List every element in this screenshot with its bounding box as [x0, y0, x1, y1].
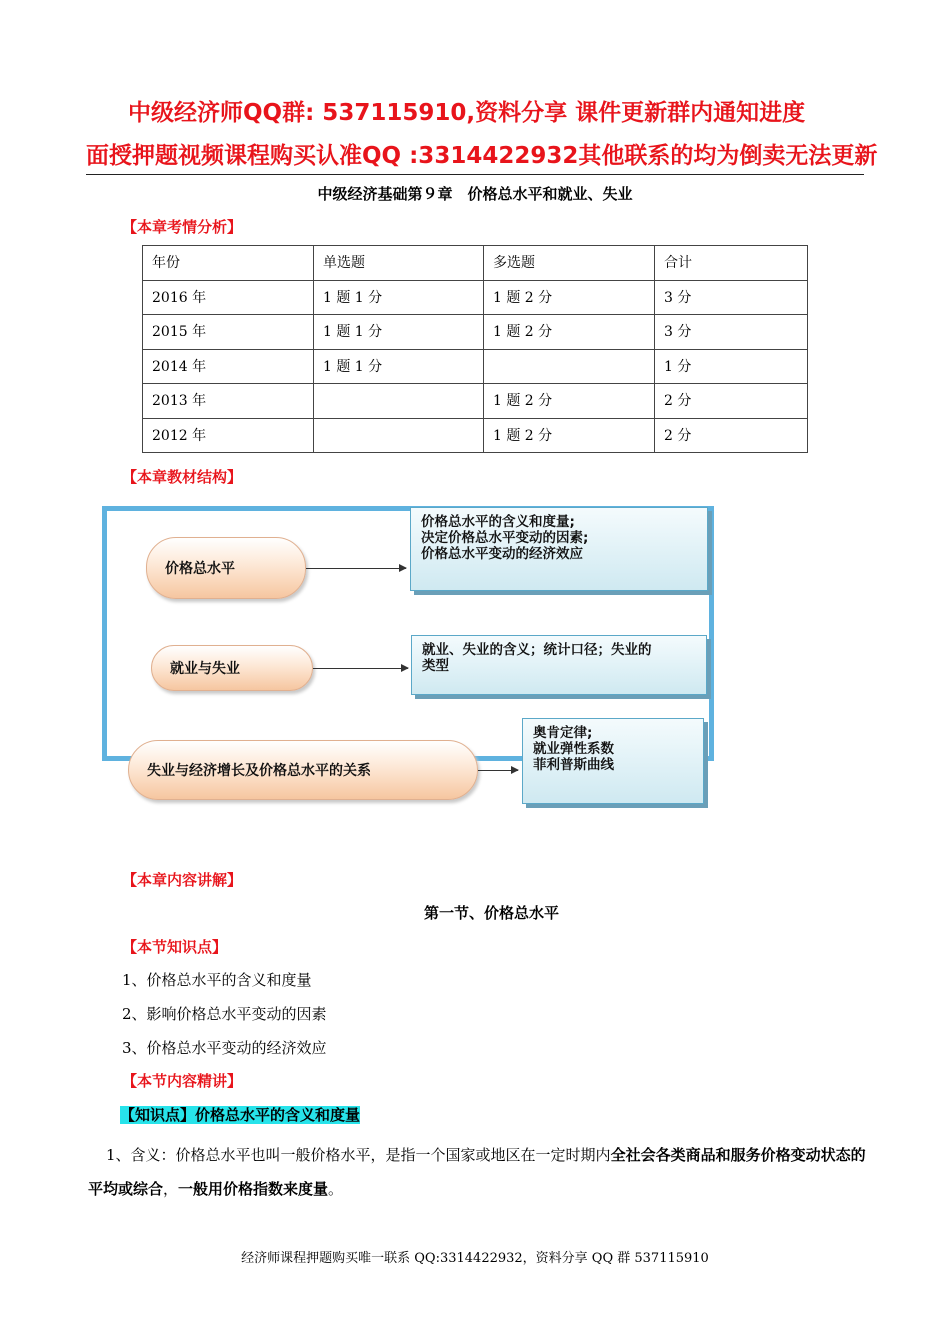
- table-cell: 2015 年: [143, 315, 314, 350]
- header-cell: 合计: [655, 246, 808, 281]
- table-cell: 2016 年: [143, 280, 314, 315]
- table-header-row: [143, 246, 808, 281]
- table-cell: 1 题 2 分: [484, 315, 655, 350]
- pill-price-level: 价格总水平: [146, 537, 306, 599]
- definition-bold-3: 一般用价格指数来度量: [178, 1180, 329, 1198]
- header-cell: 单选题: [314, 246, 484, 281]
- table-row: [143, 280, 808, 315]
- structure-tag: 【本章教材结构】: [122, 468, 243, 486]
- chapter-structure-diagram: [98, 500, 728, 820]
- table-row: [143, 349, 808, 384]
- table-cell: 1 题 1 分: [314, 280, 484, 315]
- box1-line: 价格总水平的含义和度量;: [421, 514, 575, 530]
- arrow-2: [313, 668, 408, 669]
- box-employment: [411, 635, 707, 695]
- definition-paragraph: [88, 1138, 866, 1206]
- arrow-1: [306, 568, 406, 569]
- table-cell: 3 分: [655, 280, 808, 315]
- definition-mid: ，: [163, 1180, 179, 1198]
- box3-line: 菲利普斯曲线: [533, 757, 614, 773]
- arrow-3: [478, 770, 518, 771]
- table-cell: 2 分: [655, 384, 808, 419]
- table-cell: [314, 418, 484, 453]
- table-cell: 1 题 2 分: [484, 280, 655, 315]
- pill-employment: 就业与失业: [151, 645, 313, 691]
- detail-tag: 【本节内容精讲】: [122, 1072, 243, 1090]
- definition-bold-1: 全社会各类商品和服务价: [610, 1146, 776, 1164]
- header-cell: 多选题: [484, 246, 655, 281]
- table-cell: 3 分: [655, 315, 808, 350]
- box2-line: 就业、失业的含义；统计口径；失业的: [422, 642, 652, 658]
- exam-table: [142, 245, 808, 453]
- box-price-level: [410, 507, 708, 591]
- knowledge-point-2: 2、影响价格总水平变动的因素: [122, 1005, 327, 1023]
- banner-line-1: 中级经济师QQ群: 537115910,资料分享 课件更新群内通知进度: [128, 100, 806, 126]
- box1-line: 决定价格总水平变动的因素;: [421, 530, 589, 546]
- table-row: [143, 315, 808, 350]
- box3-line: 就业弹性系数: [533, 741, 614, 757]
- document-title: 中级经济基础第９章 价格总水平和就业、失业: [317, 185, 633, 203]
- table-cell: 2012 年: [143, 418, 314, 453]
- section-1-title: 第一节、价格总水平: [423, 904, 559, 922]
- knowledge-point-1: 1、价格总水平的含义和度量: [122, 971, 312, 989]
- table-cell: [484, 349, 655, 384]
- table-cell: 2 分: [655, 418, 808, 453]
- box3-line: 奥肯定律;: [533, 725, 593, 741]
- table-cell: 1 题 1 分: [314, 315, 484, 350]
- exam-analysis-tag: 【本章考情分析】: [122, 218, 243, 236]
- table-cell: 1 题 2 分: [484, 418, 655, 453]
- banner-line-2: 面授押题视频课程购买认准QQ :3314422932其他联系的均为倒卖无法更新: [86, 143, 878, 169]
- header-rule: [86, 174, 864, 175]
- table-cell: 2013 年: [143, 384, 314, 419]
- knowledge-point-3: 3、价格总水平变动的经济效应: [122, 1039, 327, 1057]
- table-cell: 1 题 1 分: [314, 349, 484, 384]
- table-row: [143, 418, 808, 453]
- knowledge-point-highlight: [120, 1104, 360, 1125]
- box-relation: [522, 718, 704, 804]
- box1-line: 价格总水平变动的经济效应: [421, 546, 583, 562]
- definition-suffix: 。: [328, 1180, 344, 1198]
- definition-prefix: 1、含义：价格总水平也叫一般价格水平，是指一个国家或地区在一定时期内: [106, 1146, 611, 1164]
- content-tag: 【本章内容讲解】: [122, 871, 243, 889]
- pill-relation: 失业与经济增长及价格总水平的关系: [128, 740, 478, 800]
- table-cell: 2014 年: [143, 349, 314, 384]
- definition-bold-2: 格变动状态的平均或综合: [88, 1146, 866, 1198]
- table-row: [143, 384, 808, 419]
- page-footer: 经济师课程押题购买唯一联系 QQ:3314422932，资料分享 QQ 群 537115910: [241, 1251, 709, 1266]
- table-cell: 1 题 2 分: [484, 384, 655, 419]
- header-cell: 年份: [143, 246, 314, 281]
- table-cell: [314, 384, 484, 419]
- highlight-text: 【知识点】价格总水平的含义和度量: [120, 1106, 361, 1124]
- knowledge-tag: 【本节知识点】: [122, 938, 228, 956]
- table-cell: 1 分: [655, 349, 808, 384]
- box2-line: 类型: [422, 658, 449, 674]
